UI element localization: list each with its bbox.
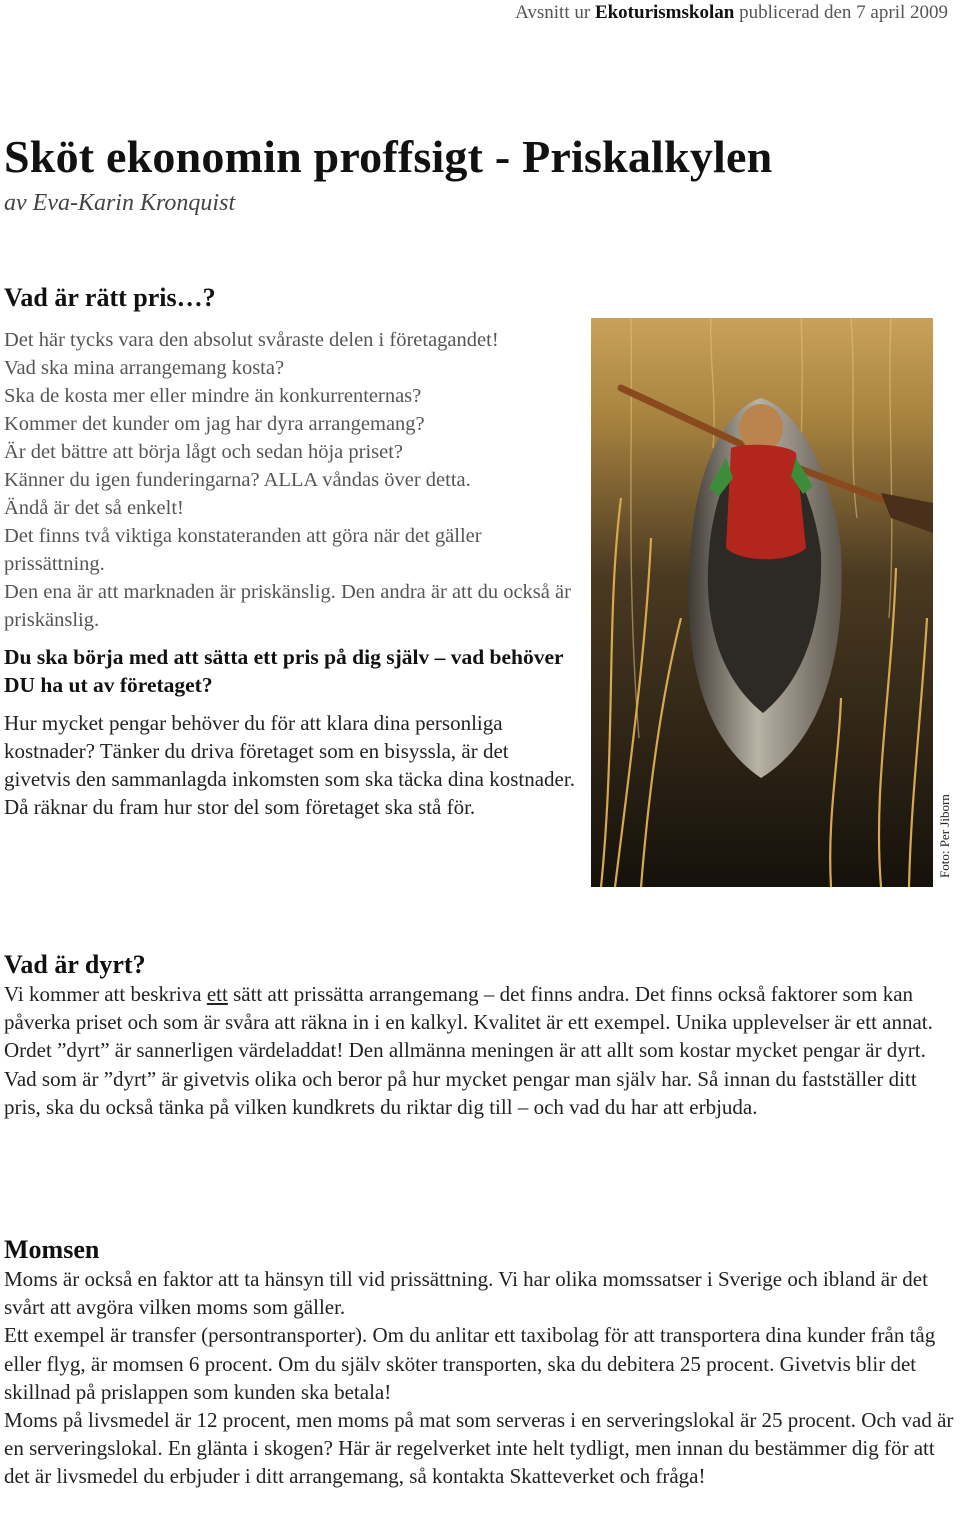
key-question: Du ska börja med att sätta ett pris på dig själv – vad behöver DU ha ut av företaget? — [4, 645, 564, 697]
header-prefix: Avsnitt ur — [515, 2, 595, 23]
intro-line: Den ena är att marknaden är priskänslig. Den andra är att du också är priskänslig. — [4, 581, 571, 631]
intro-line: Kommer det kunder om jag har dyra arrangemang? — [4, 413, 425, 435]
intro-line: Känner du igen funderingarna? ALLA våndas över detta. — [4, 469, 471, 491]
paragraph-text: Vi kommer att beskriva — [4, 982, 207, 1006]
photo-credit: Foto: Per Jiborn — [937, 794, 952, 878]
intro-line: Det finns två viktiga konstateranden att göra när det gäller prissättning. — [4, 525, 482, 575]
page-title: Sköt ekonomin proffsigt - Priskalkylen — [4, 131, 773, 182]
section-heading-ratt-pris: Vad är rätt pris…? — [4, 283, 216, 312]
paragraph: Ett exempel är transfer (persontransporter). Om du anlitar ett taxibolag för att transportera dina kunder från tåg eller flyg, är momsen 6 procent. Om du själv sköter transporten, ska du debitera 25 procent. Givetvis blir det skillnad på prislappen som kunden ska betala! — [4, 1323, 936, 1404]
canoe-photo-illustration — [591, 318, 933, 887]
canoe-photo — [591, 318, 933, 887]
section-ratt-pris-body — [4, 326, 579, 821]
paragraph: Moms på livsmedel är 12 procent, men moms på mat som serveras i en serveringslokal är 25 procent. Och vad är en serveringslokal. En glänta i skogen? Här är regelverket inte helt tydligt, men innan du bestämmer dig för att det är livsmedel du erbjuder i ditt arrangemang, så kontakta Skatteverket och fråga! — [4, 1408, 954, 1489]
publication-header — [515, 2, 948, 24]
paragraph: Ordet ”dyrt” är sannerligen värdeladdat! Den allmänna meningen är att allt som kostar mycket pengar är dyrt. Vad som är ”dyrt” är givetvis olika och beror på hur mycket pengar man själv har. Så innan du fastställer ditt pris, ska du också tänka på vilken kundkrets du riktar dig till – och vad du har att erbjuda. — [4, 1038, 926, 1119]
intro-line: Är det bättre att börja lågt och sedan höja priset? — [4, 441, 404, 463]
paragraph-text: sätt att prissätta arrangemang – det finns andra. Det finns också faktorer som kan påverka priset och som är svåra att räkna in i en kalkyl. Kvalitet är ett exempel. Unika upplevelser är ett annat. — [4, 982, 933, 1035]
section-heading-vad-ar-dyrt: Vad är dyrt? — [4, 950, 146, 979]
section-momsen — [4, 1235, 956, 1491]
header-date: publicerad den 7 april 2009 — [734, 2, 948, 23]
paragraph: Moms är också en faktor att ta hänsyn till vid prissättning. Vi har olika momssatser i Sverige och ibland är det svårt att avgöra vilken moms som gäller. — [4, 1267, 928, 1320]
byline: av Eva-Karin Kronquist — [4, 190, 236, 216]
header-source: Ekoturismskolan — [594, 2, 735, 23]
paragraph — [4, 980, 956, 1036]
intro-line: Ska de kosta mer eller mindre än konkurrenternas? — [4, 385, 422, 407]
intro-line: Vad ska mina arrangemang kosta? — [4, 357, 285, 379]
paragraph: Hur mycket pengar behöver du för att klara dina personliga kostnader? Tänker du driva företaget som en bisyssla, är det givetvis den sammanlagda inkomsten som ska täcka dina kostnader. Då räknar du fram hur stor del som företaget ska stå för. — [4, 711, 575, 819]
section-heading-momsen: Momsen — [4, 1235, 100, 1264]
section-vad-ar-dyrt — [4, 950, 956, 1121]
underlined-word: ett — [206, 982, 228, 1006]
intro-line: Det här tycks vara den absolut svåraste delen i företagandet! — [4, 329, 499, 351]
intro-line: Ändå är det så enkelt! — [4, 497, 184, 519]
